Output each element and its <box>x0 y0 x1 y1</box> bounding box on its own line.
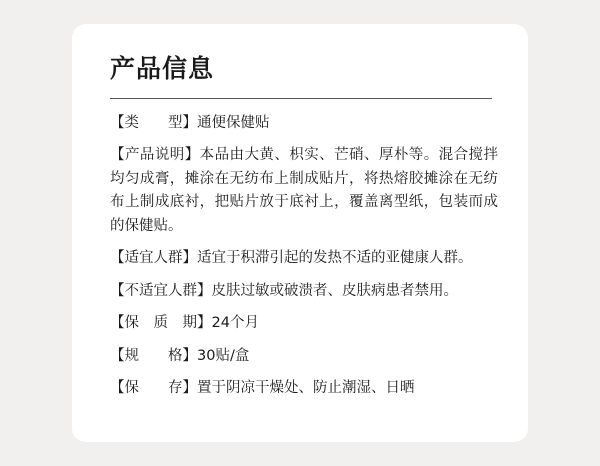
info-row-storage <box>110 377 498 400</box>
info-value: 皮肤过敏或破溃者、皮肤病患者禁用。 <box>211 282 458 299</box>
product-info-card <box>72 24 528 442</box>
info-row-suitable <box>110 247 498 270</box>
info-value: 24个月 <box>211 315 259 332</box>
info-value: 置于阴凉干燥处、防止潮湿、日晒 <box>197 380 415 397</box>
info-label: 【产品说明】 <box>110 147 200 164</box>
info-row-shelf-life <box>110 312 498 335</box>
info-value: 适宜于积滞引起的发热不适的亚健康人群。 <box>197 250 473 267</box>
card-content <box>110 54 498 410</box>
info-row-unsuitable <box>110 280 498 303</box>
info-label: 【不适宜人群】 <box>110 282 212 299</box>
info-paragraph <box>110 247 498 270</box>
info-label: 【类 型】 <box>110 115 197 131</box>
info-value: 通便保健贴 <box>197 115 270 131</box>
info-label: 【适宜人群】 <box>110 250 197 267</box>
info-label: 【规 格】 <box>110 347 197 364</box>
info-paragraph <box>110 144 498 238</box>
info-value: 30贴/盒 <box>197 347 250 364</box>
title-divider <box>110 98 492 99</box>
page-title: 产品信息 <box>110 54 215 83</box>
info-row-description <box>110 144 498 238</box>
info-label: 【保 存】 <box>110 380 197 397</box>
info-row-specification <box>110 345 498 368</box>
info-row-type <box>110 112 498 135</box>
info-value: 本品由大黄、枳实、芒硝、厚朴等。混合搅拌均匀成膏，摊涂在无纺布上制成贴片，将热熔胶摊涂在无纺布上制成底衬，把贴片放于底衬上，覆盖离型纸，包装而成的保健贴。 <box>110 147 498 234</box>
info-label: 【保 质 期】 <box>110 315 212 332</box>
